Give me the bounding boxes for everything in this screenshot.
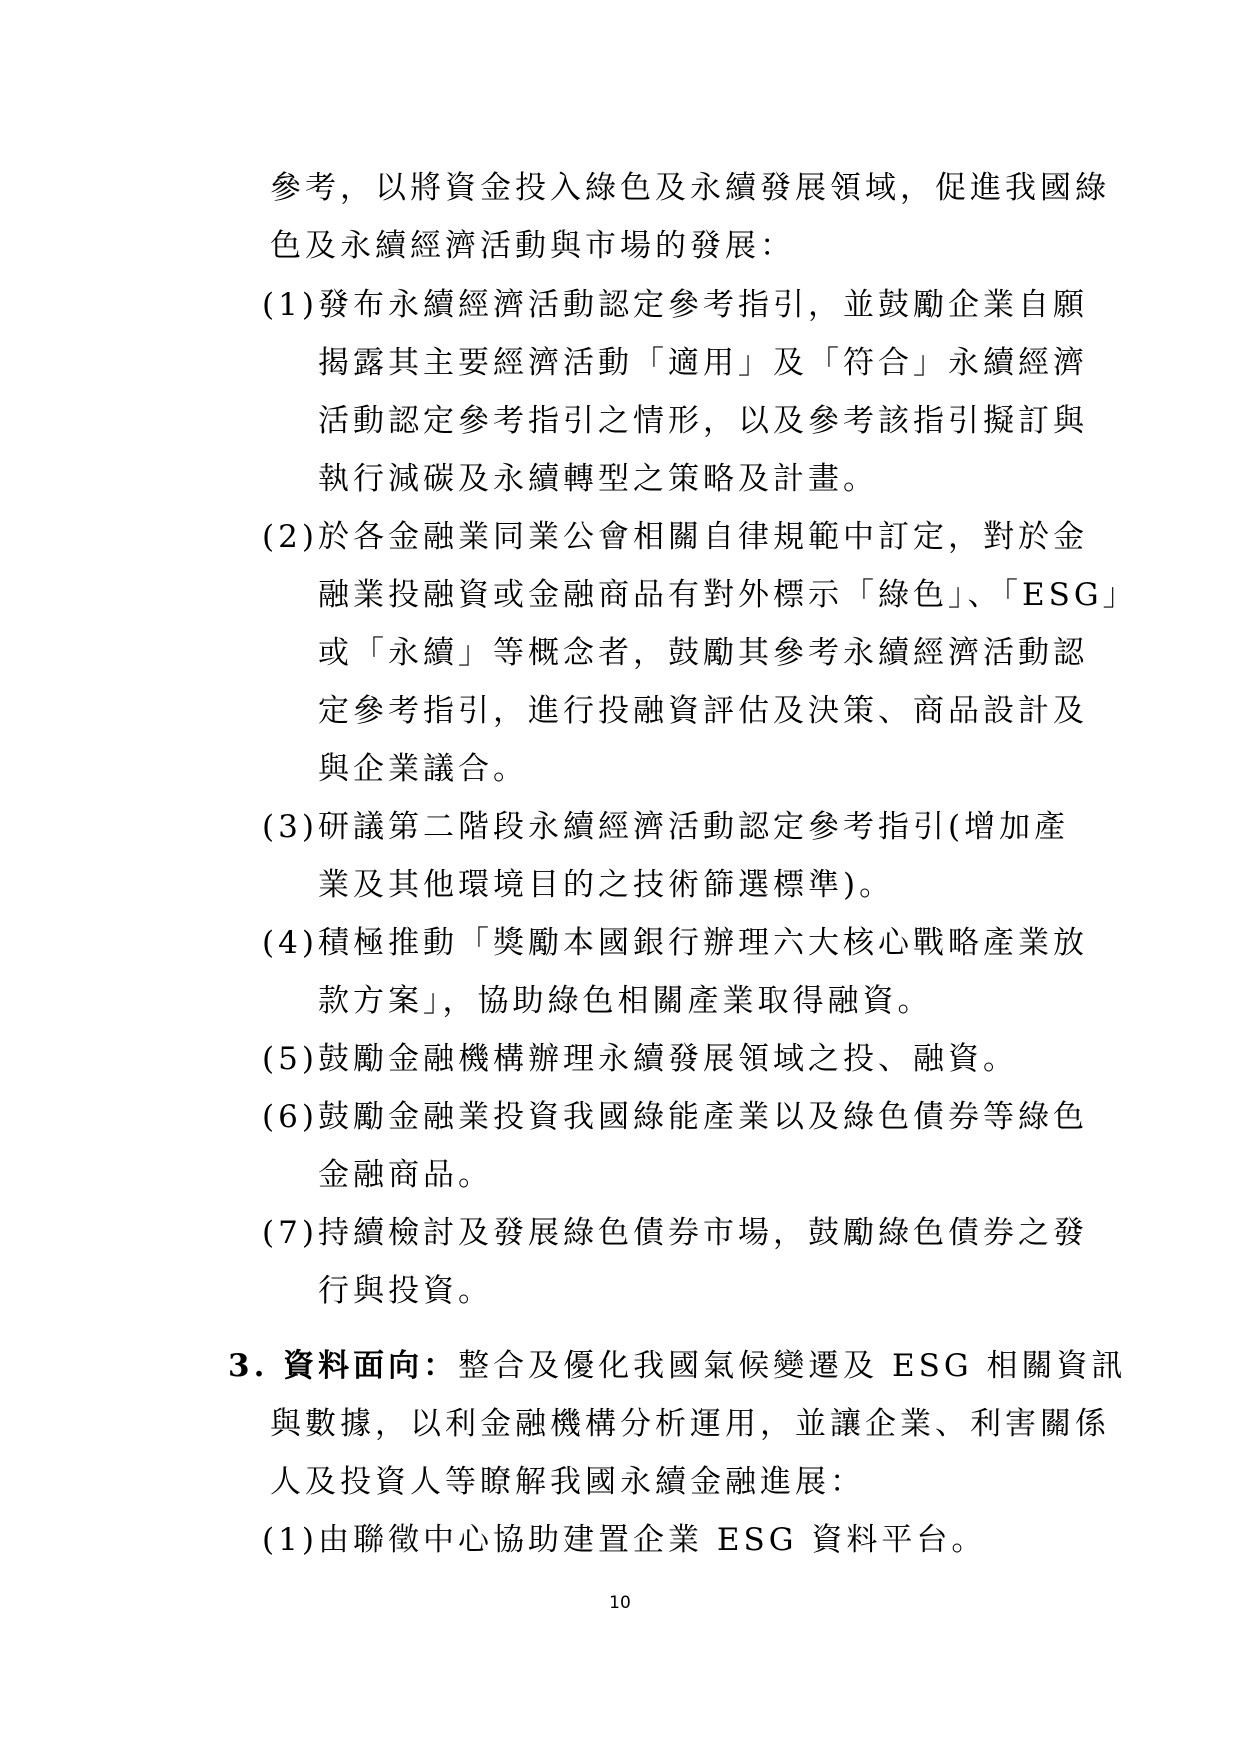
- list-item-number: (1): [262, 1522, 318, 1558]
- list-item-text: 研議第二階段永續經濟活動認定參考指引(增加產: [318, 809, 1070, 845]
- intro-line-1: 參考，以將資金投入綠色及永續發展領域，促進我國綠: [270, 170, 1110, 206]
- section-intro-text: 整合及優化我國氣候變遷及 ESG 相關資訊: [458, 1348, 1127, 1384]
- list-item-number: (1): [262, 287, 318, 323]
- list-item-text: 發布永續經濟活動認定參考指引，並鼓勵企業自願: [318, 287, 1088, 323]
- list-item-text: 或「永續」等概念者，鼓勵其參考永續經濟活動認: [318, 635, 1088, 671]
- list-item-text: 金融商品。: [318, 1157, 493, 1193]
- list-item-number: (2): [262, 519, 318, 555]
- list-item-text: 揭露其主要經濟活動「適用」及「符合」永續經濟: [318, 345, 1088, 381]
- list-item-number: (7): [262, 1215, 318, 1251]
- intro-line-2: 色及永續經濟活動與市場的發展：: [270, 228, 795, 264]
- list-item-text: 由聯徵中心協助建置企業 ESG 資料平台。: [318, 1522, 987, 1558]
- list-item-text: 鼓勵金融業投資我國綠能產業以及綠色債券等綠色: [318, 1099, 1088, 1135]
- list-item-text: 定參考指引，進行投融資評估及決策、商品設計及: [318, 693, 1088, 729]
- list-item-number: (6): [262, 1099, 318, 1135]
- list-item-text: 與企業議合。: [318, 751, 528, 787]
- list-item-text: 行與投資。: [318, 1273, 493, 1309]
- list-item-text: 活動認定參考指引之情形，以及參考該指引擬訂與: [318, 403, 1088, 439]
- list-item-text: 於各金融業同業公會相關自律規範中訂定，對於金: [318, 519, 1088, 555]
- list-item-number: (4): [262, 925, 318, 961]
- section-text-line: 與數據，以利金融機構分析運用，並讓企業、利害關係: [270, 1406, 1110, 1442]
- list-item-text: 積極推動「獎勵本國銀行辦理六大核心戰略產業放: [318, 925, 1088, 961]
- section-text-line: 人及投資人等瞭解我國永續金融進展：: [270, 1464, 865, 1500]
- list-item-text: 鼓勵金融機構辦理永續發展領域之投、融資。: [318, 1041, 1018, 1077]
- list-item-text: 持續檢討及發展綠色債券市場，鼓勵綠色債券之發: [318, 1215, 1088, 1251]
- list-item-number: (3): [262, 809, 318, 845]
- list-item-text: 執行減碳及永續轉型之策略及計畫。: [318, 461, 878, 497]
- section-heading-line: [228, 1346, 1127, 1386]
- list-item-text: 款方案」，協助綠色相關產業取得融資。: [318, 983, 933, 1019]
- list-item-number: (5): [262, 1041, 318, 1077]
- list-item-text: 融業投融資或金融商品有對外標示「綠色」、「ESG」: [318, 577, 1138, 613]
- page-number: 10: [609, 1593, 631, 1613]
- list-item-text: 業及其他環境目的之技術篩選標準)。: [318, 867, 895, 903]
- section-heading: 3. 資料面向：: [228, 1348, 459, 1384]
